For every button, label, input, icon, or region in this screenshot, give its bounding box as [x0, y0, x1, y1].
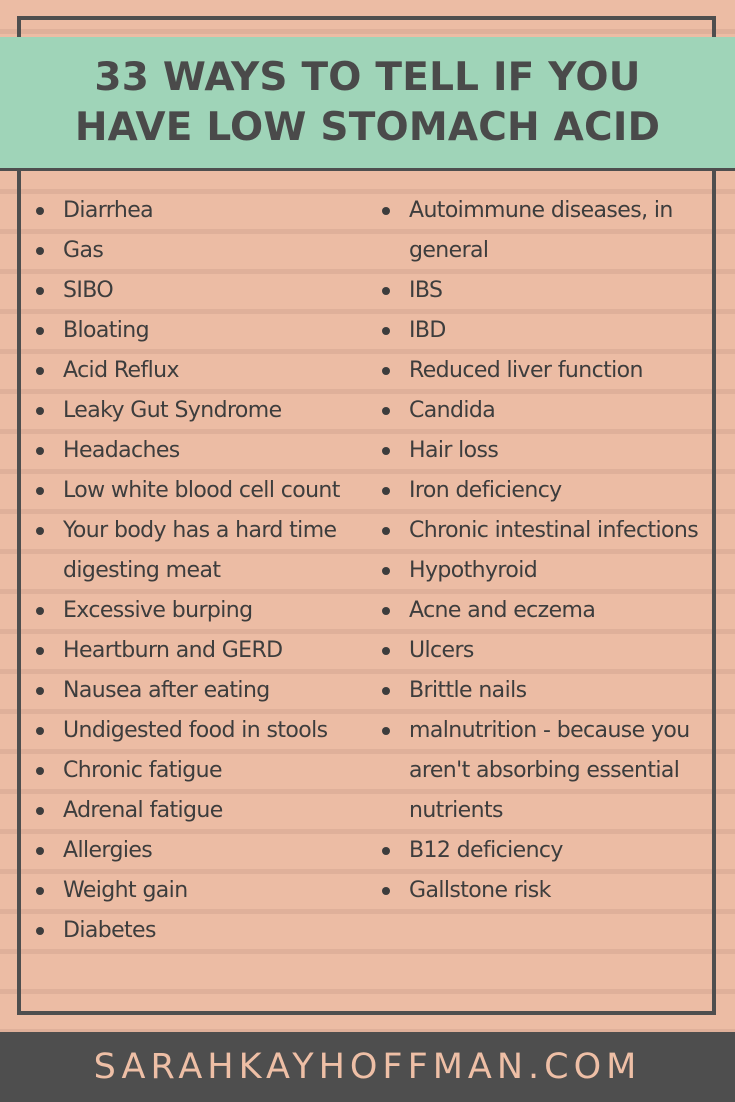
- list-item: Allergies: [36, 831, 376, 871]
- list-item: Reduced liver function: [382, 351, 702, 391]
- list-item: Brittle nails: [382, 671, 702, 711]
- list-item: Acid Reflux: [36, 351, 376, 391]
- list-item: Autoimmune diseases, in general: [382, 191, 702, 271]
- page-title-line-2: HAVE LOW STOMACH ACID: [74, 104, 661, 150]
- list-item: Heartburn and GERD: [36, 631, 376, 671]
- list-item: Low white blood cell count: [36, 471, 376, 511]
- list-item: Your body has a hard time digesting meat: [36, 511, 376, 591]
- symptom-list-right: [382, 191, 702, 911]
- list-item: Nausea after eating: [36, 671, 376, 711]
- list-item: Gallstone risk: [382, 871, 702, 911]
- list-item: Iron deficiency: [382, 471, 702, 511]
- list-item: Weight gain: [36, 871, 376, 911]
- list-item: Hair loss: [382, 431, 702, 471]
- website-url[interactable]: SARAHKAYHOFFMAN.COM: [93, 1047, 642, 1087]
- list-item: Diabetes: [36, 911, 376, 951]
- list-item: malnutrition - because you aren't absorbing essential nutrients: [382, 711, 702, 831]
- list-item: B12 deficiency: [382, 831, 702, 871]
- list-item: Acne and eczema: [382, 591, 702, 631]
- list-item: Gas: [36, 231, 376, 271]
- list-item: SIBO: [36, 271, 376, 311]
- list-item: Adrenal fatigue: [36, 791, 376, 831]
- list-item: IBS: [382, 271, 702, 311]
- list-item: Diarrhea: [36, 191, 376, 231]
- list-item: IBD: [382, 311, 702, 351]
- list-item: Chronic intestinal infections: [382, 511, 702, 551]
- list-item: Bloating: [36, 311, 376, 351]
- footer-bar: [0, 1032, 735, 1102]
- symptom-list-left: [36, 191, 376, 951]
- list-item: Hypothyroid: [382, 551, 702, 591]
- list-item: Undigested food in stools: [36, 711, 376, 751]
- list-item: Candida: [382, 391, 702, 431]
- title-banner: [0, 37, 735, 171]
- list-item: Ulcers: [382, 631, 702, 671]
- list-item: Chronic fatigue: [36, 751, 376, 791]
- page-title-line-1: 33 WAYS TO TELL IF YOU: [94, 54, 641, 100]
- list-item: Excessive burping: [36, 591, 376, 631]
- list-item: Headaches: [36, 431, 376, 471]
- list-item: Leaky Gut Syndrome: [36, 391, 376, 431]
